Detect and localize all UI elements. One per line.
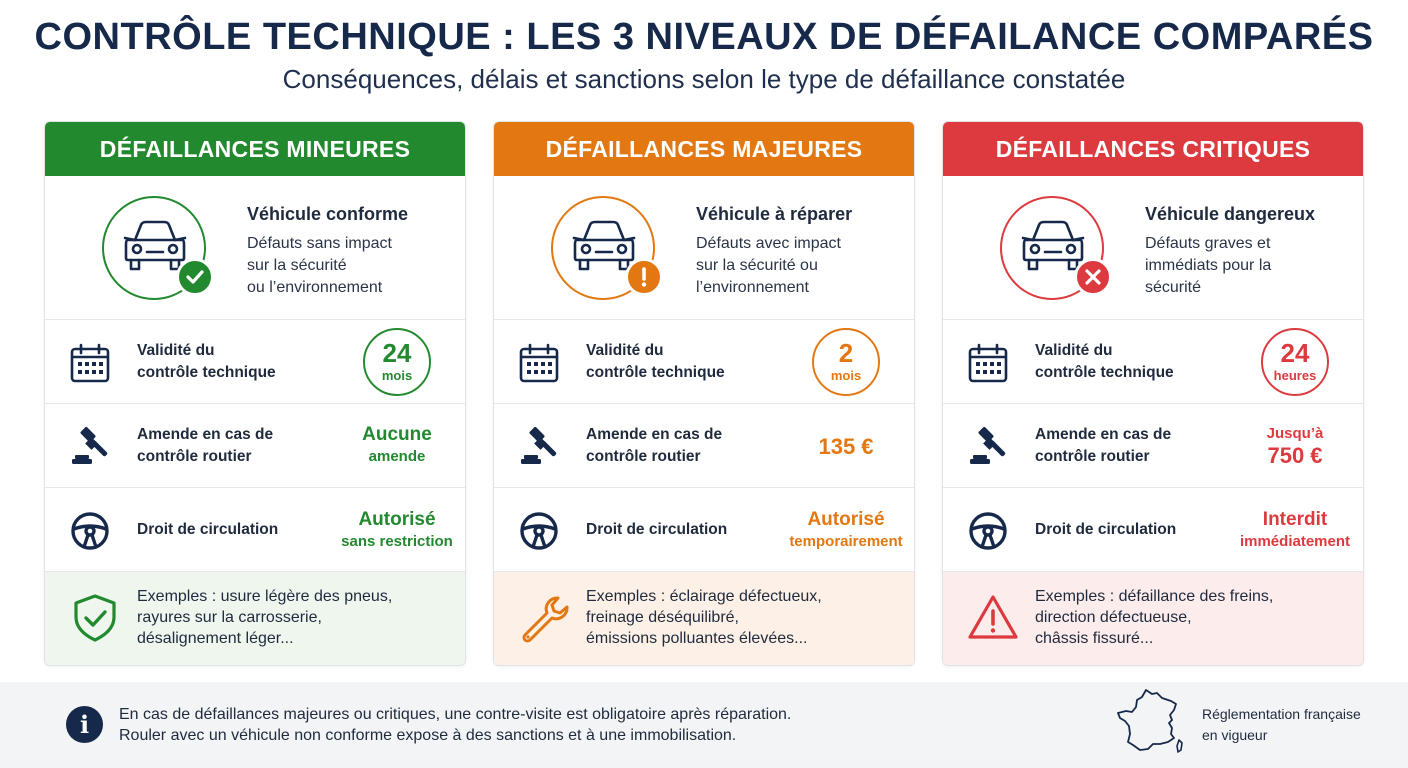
examples-text: Exemples : usure légère des pneus, rayures sur la carrosserie, désalignement léger... — [137, 588, 393, 647]
footer — [0, 682, 1408, 768]
calendar-icon — [518, 342, 560, 384]
warning-triangle-icon — [967, 592, 1019, 644]
examples-text: Exemples : éclairage défectueux, freinage déséquilibré, émissions polluantes élevées... — [586, 588, 822, 647]
shield-check-icon — [69, 592, 121, 644]
examples-section — [45, 572, 465, 666]
gavel-icon — [518, 426, 560, 468]
info-icon: i — [66, 706, 103, 743]
circulation-label: Droit de circulation — [1035, 521, 1177, 538]
circulation-label: Droit de circulation — [586, 521, 728, 538]
gavel-icon — [69, 426, 111, 468]
status-description: Défauts avec impact sur la sécurité ou l’environnement — [696, 235, 841, 296]
france-map-icon — [1116, 688, 1184, 754]
circulation-label: Droit de circulation — [137, 521, 279, 538]
check-icon — [176, 258, 214, 296]
cross-icon — [1074, 258, 1112, 296]
fine-label: Amende en cas de contrôle routier — [137, 426, 274, 465]
fine-row — [943, 404, 1363, 488]
circulation-row — [45, 488, 465, 572]
validity-value: 24 mois — [363, 328, 431, 396]
gavel-icon — [967, 426, 1009, 468]
footer-info-text: En cas de défaillances majeures ou critiques, une contre-visite est obligatoire après réparation. Rouler avec un véhicule non conforme expose à des sanctions et à une immobilisation. — [119, 706, 792, 744]
card-critical — [942, 121, 1364, 666]
validity-value: 24 heures — [1261, 328, 1329, 396]
status-section — [45, 176, 465, 320]
validity-row — [45, 320, 465, 404]
validity-label: Validité du contrôle technique — [586, 342, 725, 381]
steering-wheel-icon — [967, 510, 1009, 552]
circulation-value: Autorisé sans restriction — [341, 509, 453, 550]
validity-row — [494, 320, 914, 404]
examples-section — [943, 572, 1363, 666]
card-minor — [44, 121, 466, 666]
status-title: Véhicule conforme — [247, 204, 409, 224]
fine-row — [45, 404, 465, 488]
fine-label: Amende en cas de contrôle routier — [1035, 426, 1172, 465]
fine-value: Jusqu’à 750 € — [1266, 425, 1324, 468]
validity-value: 2 mois — [812, 328, 880, 396]
status-description: Défauts graves et immédiats pour la sécurité — [1145, 235, 1272, 296]
calendar-icon — [967, 342, 1009, 384]
calendar-icon — [69, 342, 111, 384]
card-major — [493, 121, 915, 666]
status-section — [943, 176, 1363, 320]
circulation-value: Interdit immédiatement — [1239, 509, 1351, 550]
examples-section — [494, 572, 914, 666]
fine-value: Aucune amende — [362, 424, 432, 465]
card-header-critical: DÉFAILLANCES CRITIQUES — [943, 122, 1363, 176]
card-header-minor: DÉFAILLANCES MINEURES — [45, 122, 465, 176]
circulation-value: Autorisé temporairement — [789, 509, 903, 550]
page-title: CONTRÔLE TECHNIQUE : LES 3 NIVEAUX DE DÉFAILANCE COMPARÉS — [34, 16, 1374, 58]
circulation-row — [943, 488, 1363, 572]
fine-label: Amende en cas de contrôle routier — [586, 426, 723, 465]
status-title: Véhicule à réparer — [696, 204, 853, 224]
status-title: Véhicule dangereux — [1145, 204, 1316, 224]
steering-wheel-icon — [518, 510, 560, 552]
validity-row — [943, 320, 1363, 404]
status-description: Défauts sans impact sur la sécurité ou l’environnement — [247, 235, 392, 296]
fine-row — [494, 404, 914, 488]
validity-label: Validité du contrôle technique — [137, 342, 276, 381]
page-subtitle: Conséquences, délais et sanctions selon le type de défaillance constatée — [282, 64, 1126, 94]
circulation-row — [494, 488, 914, 572]
card-header-major: DÉFAILLANCES MAJEURES — [494, 122, 914, 176]
regulation-text: Réglementation française en vigueur — [1202, 706, 1361, 743]
status-section — [494, 176, 914, 320]
wrench-icon — [518, 592, 570, 644]
validity-label: Validité du contrôle technique — [1035, 342, 1174, 381]
fine-value: 135 € — [818, 434, 874, 459]
steering-wheel-icon — [69, 510, 111, 552]
exclamation-icon — [625, 258, 663, 296]
examples-text: Exemples : défaillance des freins, direction défectueuse, châssis fissuré... — [1035, 588, 1274, 647]
